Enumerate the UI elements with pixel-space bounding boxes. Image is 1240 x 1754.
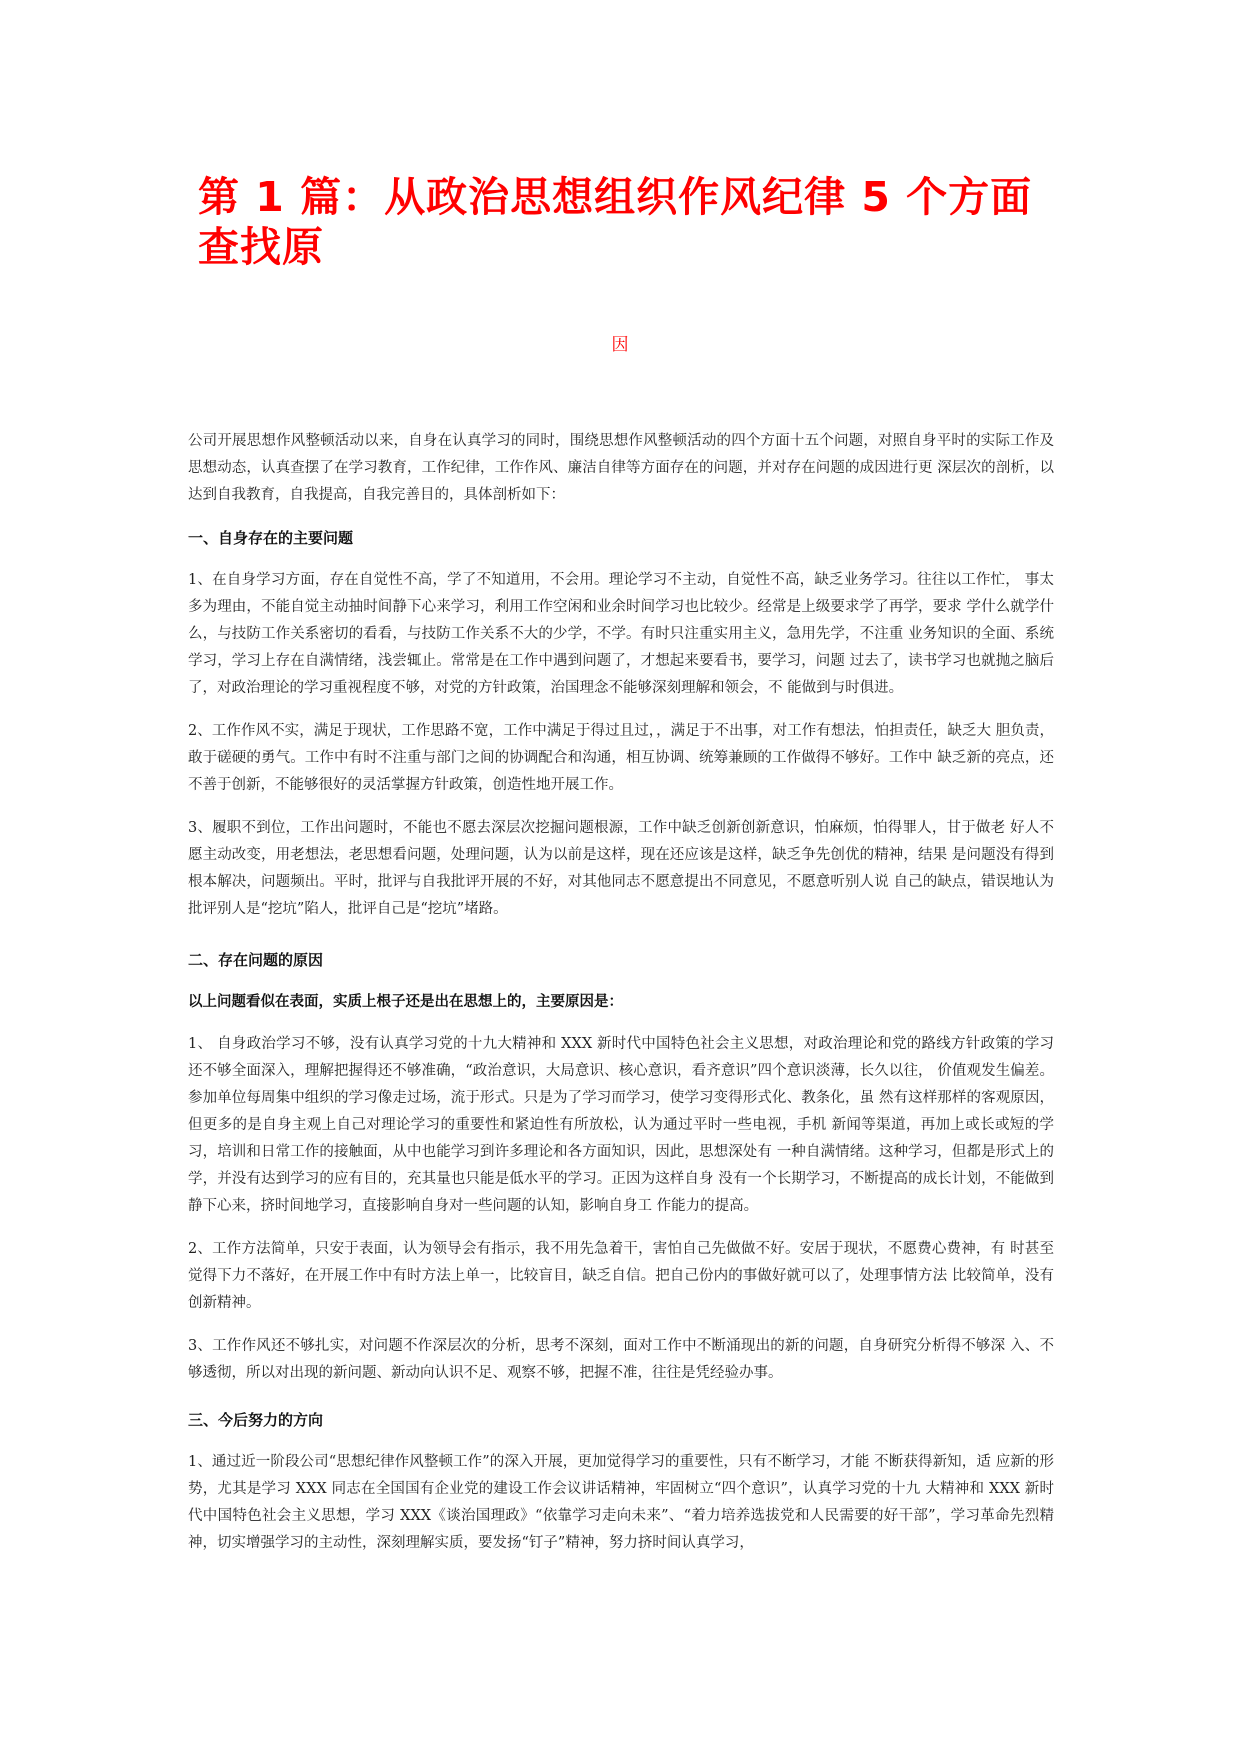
document-body <box>188 428 1054 1557</box>
body-paragraph: 3、工作作风还不够扎实，对问题不作深层次的分析，思考不深刻，面对工作中不断涌现出的新的问题，自身研究分析得不够深 入、不够透彻，所以对出现的新问题、新动向认识不足、观察不够，把握不准，往往是凭经验办事。 <box>188 1338 1054 1381</box>
document-title-tail: 因 <box>611 335 629 355</box>
document-title: 第 1 篇：从政治思想组织作风纪律 5 个方面查找原 <box>198 173 1033 271</box>
section-lead: 以上问题看似在表面，实质上根子还是出在思想上的，主要原因是： <box>188 994 623 1010</box>
body-paragraph: 1、通过近一阶段公司“思想纪律作风整顿工作”的深入开展，更加觉得学习的重要性，只有不断学习，才能 不断获得新知，适 应新的形势，尤其是学习 XXX 同志在全国国有企业党的建设工作会议讲话精神，牢固树立“四个意识”，认真学习党的十九 大精神和 XXX 新时代中国特色社会主义思想，学习 XXX《谈治国理政》“依靠学习走向未来”、“着力培养选拔党和人民需要的好干部”，学习革命先烈精神，切实增强学习的主动性，深刻理解实质，要发扬“钉子”精神，努力挤时间认真学习， <box>188 1454 1054 1551</box>
body-paragraph: 2、工作方法简单，只安于表面，认为领导会有指示，我不用先急着干，害怕自己先做做不好。安居于现状，不愿费心费神，有 时甚至觉得下力不落好，在开展工作中有时方法上单一，比较盲目，缺乏自信。把自己份内的事做好就可以了，处理事情方法 比较简单，没有创新精神。 <box>188 1241 1054 1311</box>
body-paragraph: 1、在自身学习方面，存在自觉性不高，学了不知道用，不会用。理论学习不主动，自觉性不高，缺乏业务学习。往往以工作忙， 事太多为理由，不能自觉主动抽时间静下心来学习，利用工作空闲和业余时间学习也比较少。经常是上级要求学了再学，要求 学什么就学什么，与技防工作关系密切的看看，与技防工作关系不大的少学，不学。有时只注重实用主义，急用先学，不注重 业务知识的全面、系统学习，学习上存在自满情绪，浅尝辄止。常常是在工作中遇到问题了，才想起来要看书，要学习，问题 过去了，读书学习也就抛之脑后了，对政治理论的学习重视程度不够，对党的方针政策，治国理念不能够深刻理解和领会，不 能做到与时俱进。 <box>188 572 1054 696</box>
body-paragraph: 2、工作作风不实，满足于现状，工作思路不宽，工作中满足于得过且过，，满足于不出事，对工作有想法，怕担责任，缺乏大 胆负责，敢于磋硬的勇气。工作中有时不注重与部门之间的协调配合和沟通，相互协调、统筹兼顾的工作做得不够好。工作中 缺乏新的亮点，还不善于创新，不能够很好的灵活掌握方针政策，创造性地开展工作。 <box>188 723 1054 793</box>
section-heading: 三、今后努力的方向 <box>188 1411 324 1429</box>
body-paragraph: 3、履职不到位，工作出问题时，不能也不愿去深层次挖掘问题根源，工作中缺乏创新创新意识，怕麻烦，怕得罪人，甘于做老 好人不愿主动改变，用老想法，老思想看问题，处理问题，认为以前是这样，现在还应该是这样，缺乏争先创优的精神，结果 是问题没有得到根本解决，问题频出。平时，批评与自我批评开展的不好，对其他同志不愿意提出不同意见，不愿意听别人说 自己的缺点，错误地认为批评别人是“挖坑”陷人，批评自己是“挖坑”堵路。 <box>188 820 1054 917</box>
section-heading: 一、自身存在的主要问题 <box>188 529 354 547</box>
section-heading: 二、存在问题的原因 <box>188 951 324 969</box>
body-paragraph: 1、 自身政治学习不够，没有认真学习党的十九大精神和 XXX 新时代中国特色社会主义思想，对政治理论和党的路线方针政策的学习还不够全面深入，理解把握得还不够准确，“政治意识，大局意识、核心意识，看齐意识”四个意识淡薄，长久以往， 价值观发生偏差。参加单位每周集中组织的学习像走过场，流于形式。只是为了学习而学习，使学习变得形式化、教条化，虽 然有这样那样的客观原因，但更多的是自身主观上自己对理论学习的重要性和紧迫性有所放松，认为通过平时一些电视，手机 新闻等渠道，再加上或长或短的学习，培训和日常工作的接触面，从中也能学习到许多理论和各方面知识，因此，思想深处有 一种自满情绪。这种学习，但都是形式上的学，并没有达到学习的应有目的，充其量也只能是低水平的学习。正因为这样自身 没有一个长期学习，不断提高的成长计划，不能做到静下心来，挤时间地学习，直接影响自身对一些问题的认知，影响自身工 作能力的提高。 <box>188 1036 1054 1214</box>
intro-paragraph: 公司开展思想作风整顿活动以来，自身在认真学习的同时，围绕思想作风整顿活动的四个方面十五个问题，对照自身平时的实际工作及思想动态，认真查摆了在学习教育，工作纪律，工作作风、廉洁自律等方面存在的问题，并对存在问题的成因进行更 深层次的剖析，以达到自我教育，自我提高，自我完善目的，具体剖析如下： <box>188 433 1054 503</box>
